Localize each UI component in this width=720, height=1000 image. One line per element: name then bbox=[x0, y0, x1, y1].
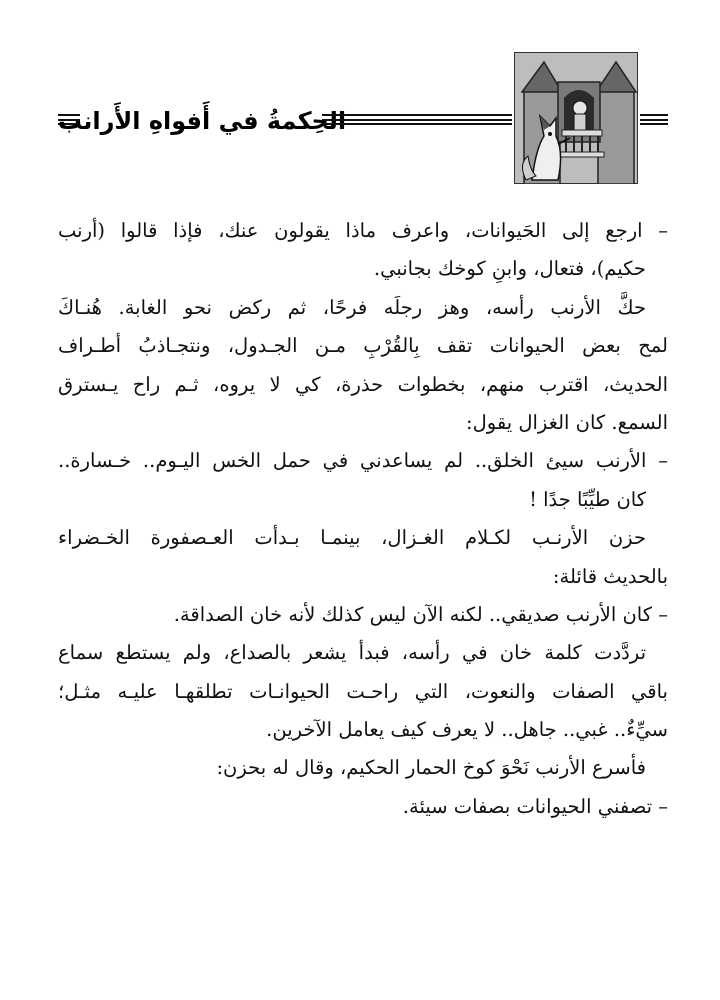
header-rule-middle bbox=[322, 114, 512, 125]
text-line: لمح بعض الحيوانات تقف بِالقُرْبِ مـن الجـدول، ونتجـاذبُ أطـراف bbox=[58, 334, 668, 358]
text-line: حزن الأرنـب لكـلام الغـزال، بينمـا بـدأت العـصفورة الخـضراء bbox=[58, 526, 646, 550]
text-line: باقي الصفات والنعوت، التي راحـت الحيوانـات تطلقهـا عليـه مثـل؛ bbox=[58, 679, 668, 703]
text-line: – الأرنب سيئ الخلق.. لم يساعدني في حمل الخس اليـوم.. خـسارة.. bbox=[58, 449, 668, 473]
text-line: سيِّءٌ.. غبي.. جاهل.. لا يعرف كيف يعامل الآخرين. bbox=[266, 718, 668, 742]
text-line: – ارجع إلى الحَيوانات، واعرف ماذا يقولون عنك، فإذا قالوا (أرنب bbox=[58, 219, 668, 242]
text-line: الحديث، اقترب منهم، بخطوات حذرة، كي لا يروه، ثـم راح يـسترق bbox=[58, 372, 668, 396]
text-line: – كان الأرنب صديقي.. لكنه الآن ليس كذلك لأنه خان الصداقة. bbox=[173, 602, 668, 626]
story-text bbox=[58, 212, 668, 826]
chapter-header bbox=[58, 52, 668, 184]
text-line: السمع. كان الغزال يقول: bbox=[466, 410, 668, 434]
text-line: تردَّدت كلمة خان في رأسه، فبدأ يشعر بالصداع، ولم يستطع سماع bbox=[58, 641, 646, 665]
chapter-title: الحِكمةُ في أَفواهِ الأَرانب bbox=[57, 107, 347, 135]
text-line: فأسرع الأرنب نَحْوَ كوخ الحمار الحكيم، وقال له بحزن: bbox=[216, 756, 646, 780]
text-line: – تصفني الحيوانات بصفات سيئة. bbox=[402, 794, 668, 818]
text-line: حكيم)، فتعال، وابنِ كوخك بجانبي. bbox=[373, 257, 646, 281]
text-line: بالحديث قائلة: bbox=[552, 564, 668, 588]
fox-at-castle-window-illustration bbox=[514, 52, 638, 184]
text-line: حكَّ الأرنب رأسه، وهز رجلَه فرحًا، ثم ركض نحو الغابة. هُنـاكَ bbox=[58, 295, 646, 319]
text-line: كان طيِّبًا جدًا ! bbox=[529, 487, 646, 511]
header-rule-right bbox=[640, 114, 668, 125]
